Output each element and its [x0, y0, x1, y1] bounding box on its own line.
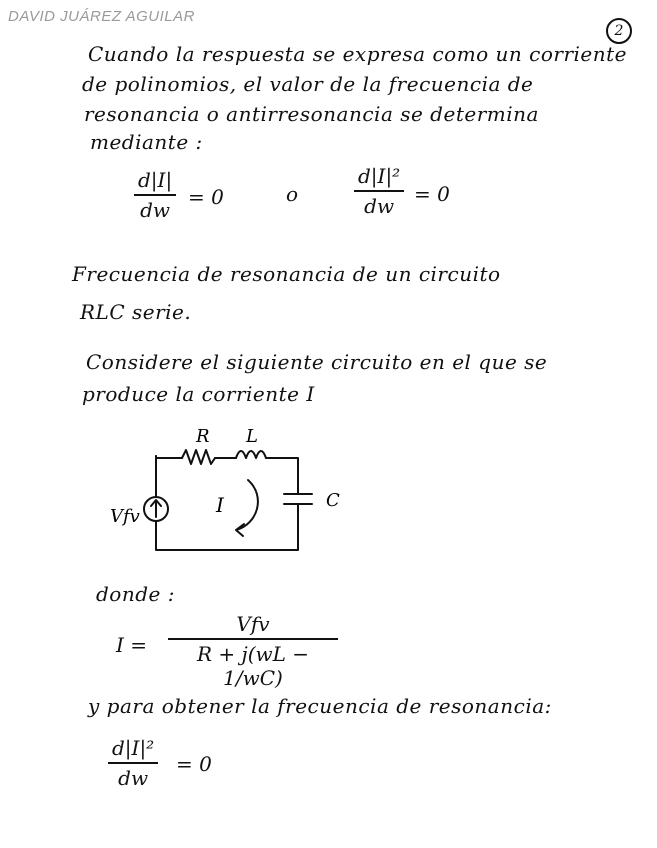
inductor-symbol [236, 451, 266, 458]
formula3-numerator: d|I|² [112, 736, 155, 760]
formula1-right-denominator: dw [364, 194, 395, 218]
formula1-left-rhs: = 0 [188, 185, 224, 209]
formula1-right-rhs: = 0 [414, 182, 450, 206]
current-loop-arrow-icon [236, 480, 258, 536]
formula2-denominator: R + j(wL − 1/wC) [196, 642, 310, 690]
formula3-rhs: = 0 [176, 752, 212, 776]
label-source: Vfv [110, 506, 140, 527]
circuit-wire-right-bottom [156, 504, 298, 550]
formula2-lhs: I = [116, 633, 148, 657]
fraction-bar [168, 638, 338, 640]
formula1-right-numerator: d|I|² [358, 164, 401, 188]
paragraph2-line2: produce la corriente I [82, 382, 315, 406]
label-current: I [216, 493, 224, 517]
circuit-wire-top-right [266, 458, 298, 494]
formula2-numerator: Vfv [236, 612, 270, 636]
label-c: C [326, 490, 340, 511]
label-l: L [246, 426, 258, 447]
formula2-fraction [168, 612, 338, 690]
page-number: 2 [606, 18, 632, 44]
where-label: donde : [96, 582, 175, 606]
formula1-left-denominator: dw [140, 198, 171, 222]
paragraph3: y para obtener la frecuencia de resonancia: [88, 694, 552, 718]
paragraph1-line2: de polinomios, el valor de la frecuencia de [82, 72, 534, 96]
circuit-wire-top-left [156, 456, 182, 458]
section-title-line2: RLC serie. [80, 300, 192, 324]
label-r: R [196, 426, 210, 447]
formula3-fraction [108, 736, 158, 790]
paragraph2-line1: Considere el siguiente circuito en el que se [86, 350, 548, 374]
section-title-line1: Frecuencia de resonancia de un circuito [72, 262, 501, 286]
paragraph1-line3: resonancia o antirresonancia se determina [84, 102, 539, 126]
fraction-bar [108, 762, 158, 764]
formula3-denominator: dw [118, 766, 149, 790]
paragraph1-line1: Cuando la respuesta se expresa como un corriente [88, 42, 628, 66]
author-header: DAVID JUÁREZ AGUILAR [8, 8, 195, 25]
source-arrow-icon [151, 500, 161, 517]
paragraph1-line4: mediante : [90, 130, 203, 154]
formula1-connector: o [286, 182, 299, 206]
formula1-left-numerator: d|I| [138, 168, 173, 192]
resistor-symbol [182, 450, 215, 464]
